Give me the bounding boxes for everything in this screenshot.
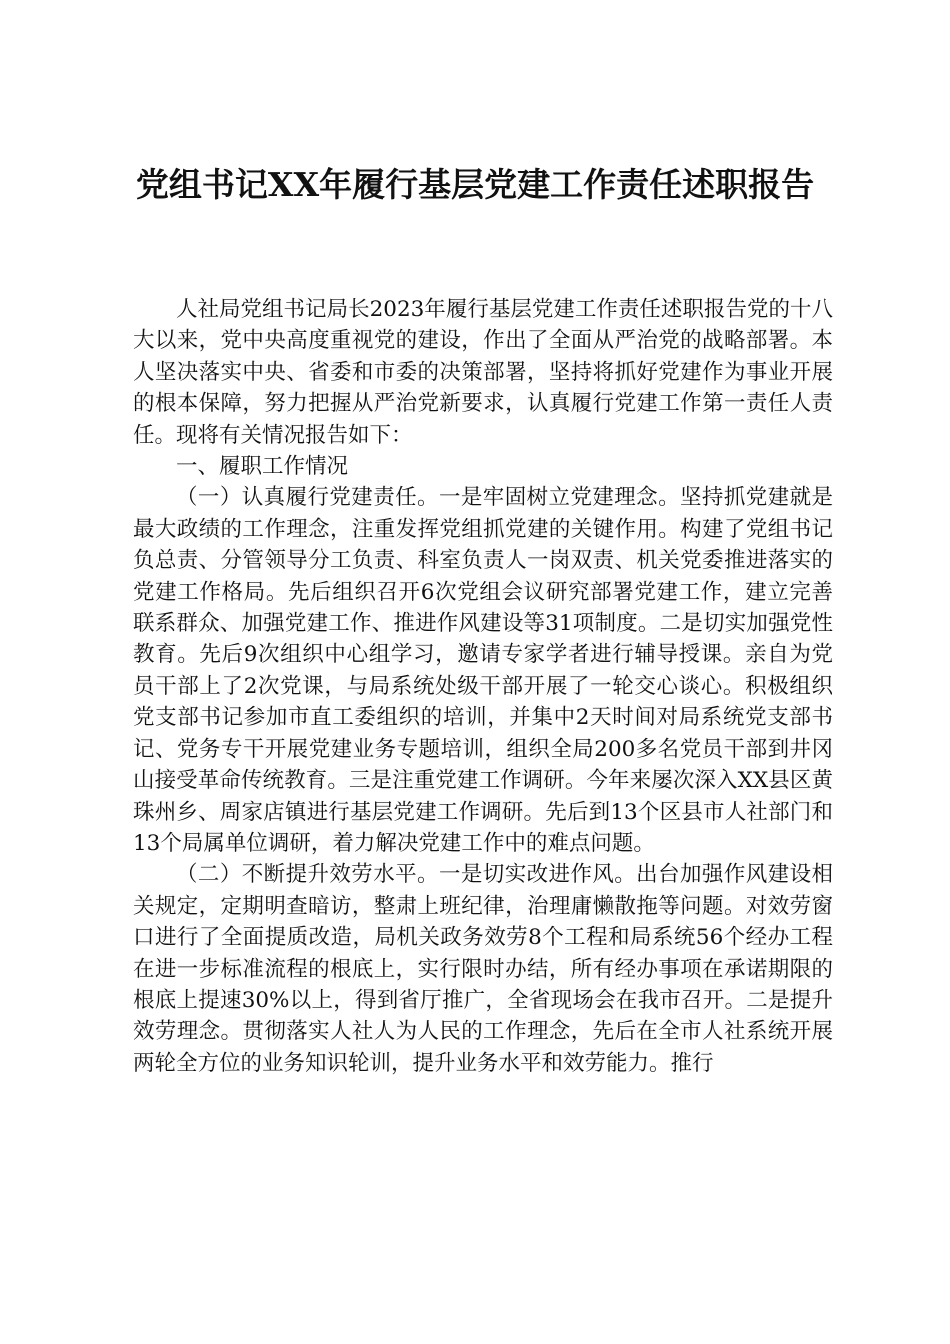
document-body: [133, 294, 833, 1079]
document-title: 党组书记XX年履行基层党建工作责任述职报告: [135, 165, 815, 204]
section-heading: 一、履职工作情况: [176, 454, 349, 480]
paragraph-party-building: （一）认真履行党建责任。一是牢固树立党建理念。坚持抓党建就是最大政绩的工作理念，注重发挥党组抓党建的关键作用。构建了党组书记负总责、分管领导分工负责、科室负责人一岗双责、机关党委推进落实的党建工作格局。先后组织召开6次党组会议研究部署党建工作，建立完善联系群众、加强党建工作、推进作风建设等31项制度。二是切实加强党性教育。先后9次组织中心组学习，邀请专家学者进行辅导授课。亲自为党员干部上了2次党课，与局系统处级干部开展了一轮交心谈心。积极组织党支部书记参加市直工委组织的培训，并集中2天时间对局系统党支部书记、党务专干开展党建业务专题培训，组织全局200多名党员干部到井冈山接受革命传统教育。三是注重党建工作调研。今年来屡次深入XX县区黄珠州乡、周家店镇进行基层党建工作调研。先后到13个区县市人社部门和13个局属单位调研，着力解决党建工作中的难点问题。: [133, 485, 833, 856]
paragraph-service: （二）不断提升效劳水平。一是切实改进作风。出台加强作风建设相关规定，定期明查暗访，整肃上班纪律，治理庸懒散拖等问题。对效劳窗口进行了全面提质改造，局机关政务效劳8个工程和局系统56个经办工程在进一步标准流程的根底上，实行限时办结，所有经办事项在承诺期限的根底上提速30%以上，得到省厅推广，全省现场会在我市召开。二是提升效劳理念。贯彻落实人社人为人民的工作理念，先后在全市人社系统开展两轮全方位的业务知识轮训，提升业务水平和效劳能力。推行: [133, 862, 833, 1076]
paragraph-intro: 人社局党组书记局长2023年履行基层党建工作责任述职报告党的十八大以来，党中央高度重视党的建设，作出了全面从严治党的战略部署。本人坚决落实中央、省委和市委的决策部署，坚持将抓好党建作为事业开展的根本保障，努力把握从严治党新要求，认真履行党建工作第一责任人责任。现将有关情况报告如下：: [133, 297, 833, 448]
